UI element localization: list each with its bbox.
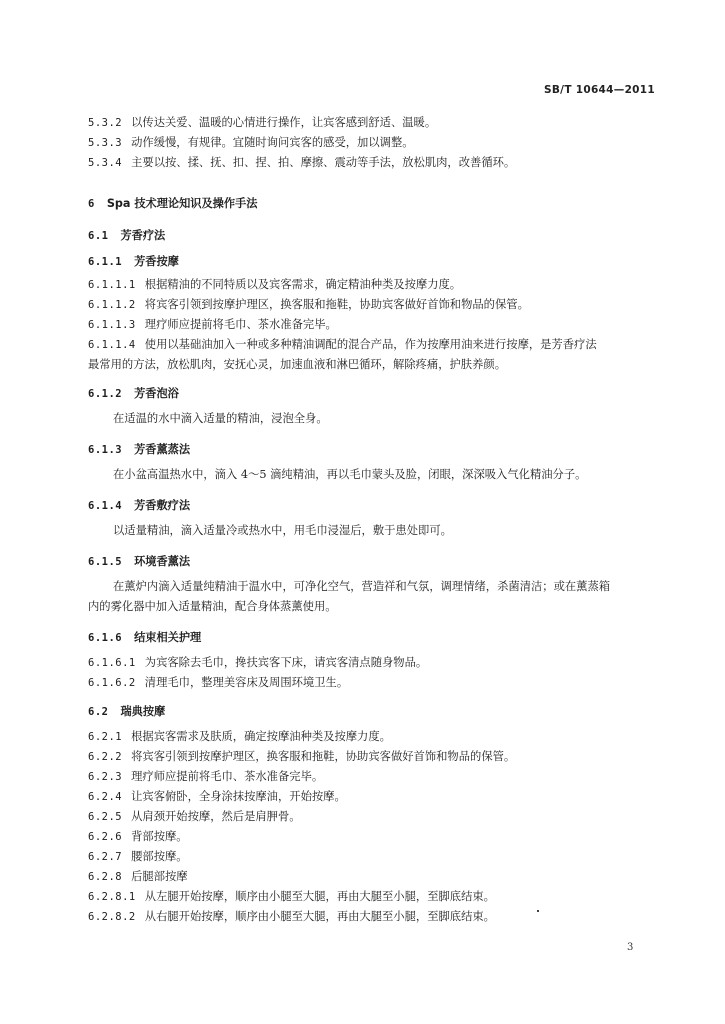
clause-text: 动作缓慢，有规律。宜随时询问宾客的感受，加以调整。 (131, 136, 414, 149)
clause-6-2-8 (88, 867, 658, 887)
clause-number: 6.2.8 (88, 871, 123, 883)
clause-6-1-6-1 (88, 653, 658, 673)
clause-text: 从右腿开始按摩，顺序由小腿至大腿，再由大腿至小腿，至脚底结束。 (144, 910, 495, 923)
clause-6-1-1-3 (88, 315, 658, 335)
clause-number: 6.2.8.1 (88, 891, 136, 903)
section-number: 6.1.2 (88, 388, 123, 400)
clause-number: 6.2.6 (88, 831, 123, 843)
section-heading-6-1-6 (88, 629, 658, 645)
section-title: 结束相关护理 (134, 631, 202, 644)
section-title: 瑞典按摩 (120, 705, 166, 718)
section-heading-6-1-3 (88, 441, 658, 457)
section-heading-6-2 (88, 703, 658, 719)
clause-5-3-2 (88, 113, 658, 133)
clause-number: 5.3.3 (88, 137, 123, 149)
clause-text: 理疗师应提前将毛巾、茶水准备完毕。 (144, 318, 337, 331)
clause-number: 6.1.1.2 (88, 299, 136, 311)
section-number: 6.1.5 (88, 556, 123, 568)
clause-number: 6.2.7 (88, 851, 123, 863)
clause-6-2-6 (88, 827, 658, 847)
paragraph-6-1-2: 在适温的水中滴入适量的精油，浸泡全身。 (113, 412, 328, 425)
clause-number: 6.2.3 (88, 771, 123, 783)
section-heading-6-1 (88, 227, 658, 243)
clause-5-3-4 (88, 153, 658, 173)
paragraph-6-1-5: 在薰炉内滴入适量纯精油于温水中，可净化空气，营造祥和气氛，调理情绪，杀菌清洁；或在薰蒸箱 (113, 580, 611, 593)
clause-text: 根据精油的不同特质以及宾客需求，确定精油种类及按摩力度。 (144, 278, 462, 291)
clause-6-1-1-2 (88, 295, 658, 315)
clause-text: 背部按摩。 (131, 830, 188, 843)
clause-text: 主要以按、揉、抚、扣、捏、拍、摩擦、震动等手法，放松肌肉，改善循环。 (131, 156, 516, 169)
clause-text: 将宾客引领到按摩护理区，换客服和拖鞋，协助宾客做好首饰和物品的保管。 (131, 750, 516, 763)
clause-number: 6.1.1.4 (88, 339, 136, 351)
section-heading-6-1-2 (88, 385, 658, 401)
clause-text: 根据宾客需求及肤质，确定按摩油种类及按摩力度。 (131, 730, 391, 743)
clause-6-1-1-4-continued: 最常用的方法，放松肌肉，安抚心灵，加速血液和淋巴循环，解除疼痛，护肤养颜。 (88, 358, 506, 371)
clause-number: 6.1.1.1 (88, 279, 136, 291)
clause-6-2-1 (88, 727, 658, 747)
clause-text: 将宾客引领到按摩护理区，换客服和拖鞋，协助宾客做好首饰和物品的保管。 (144, 298, 529, 311)
section-title: 芳香敷疗法 (134, 499, 191, 512)
clause-text: 理疗师应提前将毛巾、茶水准备完毕。 (131, 770, 324, 783)
section-heading-6-1-1 (88, 253, 658, 269)
clause-number: 6.1.6.1 (88, 657, 136, 669)
section-title: 环境香薰法 (134, 555, 191, 568)
section-number: 6.1.1 (88, 256, 123, 268)
clause-number: 5.3.2 (88, 117, 123, 129)
clause-text: 腰部按摩。 (131, 850, 188, 863)
document-body (88, 113, 658, 927)
section-number: 6.2 (88, 706, 109, 718)
clause-6-2-2 (88, 747, 658, 767)
page-number: 3 (627, 942, 634, 953)
clause-6-2-5 (88, 807, 658, 827)
section-heading-6-1-4 (88, 497, 658, 513)
clause-6-2-3 (88, 767, 658, 787)
paragraph-6-1-3: 在小盆高温热水中，滴入 4～5 滴纯精油，再以毛巾蒙头及脸，闭眼，深深吸入气化精油分子。 (113, 468, 587, 481)
clause-6-2-8-1 (88, 887, 658, 907)
section-number: 6.1.4 (88, 500, 123, 512)
section-title: Spa 技术理论知识及操作手法 (106, 197, 258, 210)
clause-5-3-3 (88, 133, 658, 153)
section-number: 6.1 (88, 230, 109, 242)
clause-6-2-4 (88, 787, 658, 807)
clause-6-2-7 (88, 847, 658, 867)
clause-number: 6.1.1.3 (88, 319, 136, 331)
section-heading-6 (88, 195, 658, 211)
clause-number: 6.2.5 (88, 811, 123, 823)
clause-number: 6.2.8.2 (88, 911, 136, 923)
clause-text: 从左腿开始按摩，顺序由小腿至大腿，再由大腿至小腿，至脚底结束。 (144, 890, 495, 903)
stray-mark (537, 910, 539, 912)
clause-text: 从肩颈开始按摩，然后是肩胛骨。 (131, 810, 301, 823)
clause-number: 6.2.1 (88, 731, 123, 743)
section-title: 芳香泡浴 (134, 387, 179, 400)
section-title: 芳香疗法 (120, 229, 166, 242)
clause-text: 清理毛巾，整理美容床及周围环境卫生。 (144, 676, 349, 689)
clause-6-1-6-2 (88, 673, 658, 693)
standard-code: SB/T 10644—2011 (544, 84, 655, 96)
section-number: 6.1.3 (88, 444, 123, 456)
clause-6-1-1-1 (88, 275, 658, 295)
clause-text: 让宾客俯卧，全身涂抹按摩油，开始按摩。 (131, 790, 346, 803)
clause-number: 6.2.4 (88, 791, 123, 803)
section-title: 芳香按摩 (134, 255, 179, 268)
section-title: 芳香薰蒸法 (134, 443, 191, 456)
clause-6-1-1-4 (88, 335, 658, 355)
section-number: 6.1.6 (88, 632, 123, 644)
clause-text: 使用以基础油加入一种或多种精油调配的混合产品，作为按摩用油来进行按摩，是芳香疗法 (144, 338, 597, 351)
clause-text: 为宾客除去毛巾，搀扶宾客下床，请宾客清点随身物品。 (144, 656, 428, 669)
clause-text: 以传达关爱、温暖的心情进行操作，让宾客感到舒适、温暖。 (131, 116, 437, 129)
section-number: 6 (88, 198, 95, 210)
clause-6-2-8-2 (88, 907, 658, 927)
clause-number: 5.3.4 (88, 157, 123, 169)
clause-number: 6.2.2 (88, 751, 123, 763)
clause-number: 6.1.6.2 (88, 677, 136, 689)
clause-text: 后腿部按摩 (131, 870, 188, 883)
section-heading-6-1-5 (88, 553, 658, 569)
paragraph-6-1-4: 以适量精油，滴入适量冷或热水中，用毛巾浸湿后，敷于患处即可。 (113, 524, 452, 537)
paragraph-6-1-5-continued: 内的雾化器中加入适量精油，配合身体蒸薰使用。 (88, 600, 337, 613)
